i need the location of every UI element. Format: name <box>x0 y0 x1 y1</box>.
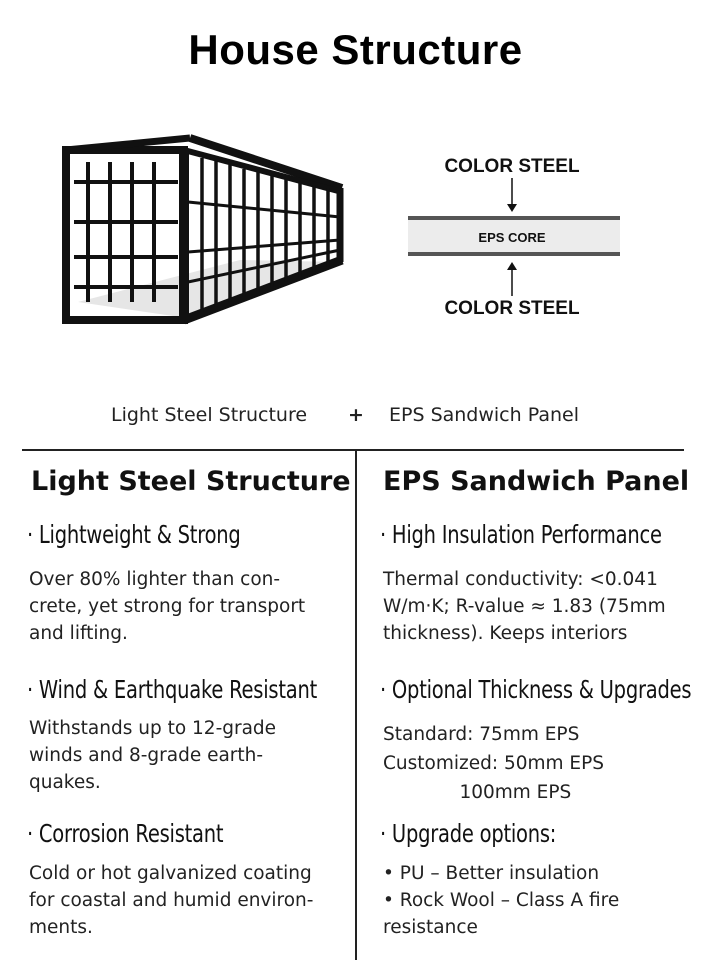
feature-line: Withstands up to 12-grade <box>29 718 277 739</box>
feature-line: for coastal and humid environ- <box>29 890 314 911</box>
horizontal-divider <box>22 449 684 451</box>
feature-body <box>29 860 313 941</box>
feature-body <box>29 566 305 647</box>
feature-title: · Upgrade options: <box>380 819 557 848</box>
feature-body <box>383 566 666 647</box>
right-column-heading: EPS Sandwich Panel <box>383 466 690 497</box>
caption-light-steel: Light Steel Structure <box>111 404 308 426</box>
bottom-steel-layer <box>408 252 620 256</box>
page-title: House Structure <box>188 26 523 73</box>
feature-body <box>383 720 604 807</box>
feature-line: thickness). Keeps interiors <box>383 623 628 644</box>
caption-eps-panel: EPS Sandwich Panel <box>389 404 579 426</box>
bottom-steel-label: COLOR STEEL <box>444 298 580 319</box>
feature-body <box>383 860 619 941</box>
feature-line: Customized: 50mm EPS <box>383 753 605 774</box>
feature-line: Thermal conductivity: <0.041 <box>383 569 658 590</box>
top-steel-label: COLOR STEEL <box>444 156 580 177</box>
eps-core-label: EPS CORE <box>478 230 546 245</box>
feature-title: · High Insulation Performance <box>380 520 662 549</box>
steel-frame-illustration <box>60 132 350 352</box>
left-column-heading: Light Steel Structure <box>31 466 351 497</box>
feature-line: resistance <box>383 917 478 938</box>
feature-line: W/m·K; R-value ≈ 1.83 (75mm <box>383 596 666 617</box>
vertical-divider <box>355 450 357 960</box>
feature-line: crete, yet strong for transport <box>29 596 306 617</box>
feature-line: • Rock Wool – Class A fire <box>383 890 620 911</box>
feature-line: Standard: 75mm EPS <box>383 724 580 745</box>
caption-plus: + <box>348 404 364 426</box>
feature-line: and lifting. <box>29 623 128 644</box>
feature-title: · Corrosion Resistant <box>27 819 224 848</box>
feature-title: · Lightweight & Strong <box>27 520 241 549</box>
top-steel-layer <box>408 216 620 220</box>
feature-line: Cold or hot galvanized coating <box>29 863 312 884</box>
feature-line: 100mm EPS <box>383 782 572 803</box>
feature-title: · Wind & Earthquake Resistant <box>27 675 318 704</box>
sandwich-panel-diagram <box>400 150 630 325</box>
feature-line: Over 80% lighter than con- <box>29 569 281 590</box>
right-column <box>380 458 711 938</box>
feature-title: · Optional Thickness & Upgrades <box>380 675 692 704</box>
feature-line: • PU – Better insulation <box>383 863 600 884</box>
feature-body <box>29 715 276 796</box>
feature-line: quakes. <box>29 772 101 793</box>
feature-line: ments. <box>29 917 93 938</box>
feature-line: winds and 8-grade earth- <box>29 745 264 766</box>
left-column <box>27 458 359 938</box>
